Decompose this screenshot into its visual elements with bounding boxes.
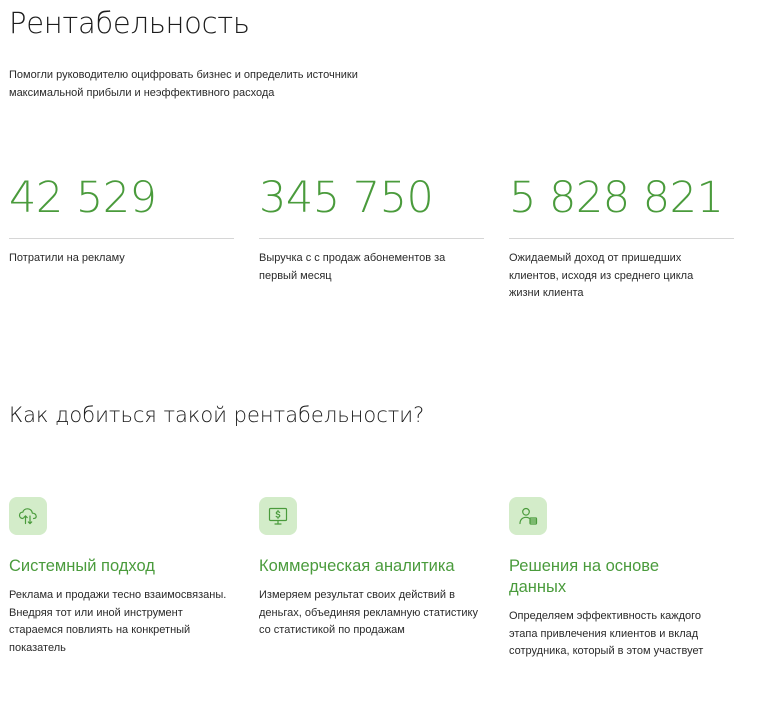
cloud-sync-icon: [9, 497, 47, 535]
feature-data-driven-decisions: [509, 497, 735, 661]
feature-systematic-approach: [9, 497, 235, 657]
section-title: Как добиться такой рентабельности?: [9, 403, 425, 427]
page-title: Рентабельность: [9, 6, 250, 40]
stat-caption: Выручка с с продаж абонементов за первый месяц: [259, 252, 446, 282]
stat-caption: Потратили на рекламу: [9, 252, 125, 264]
feature-title: Коммерческая аналитика: [259, 557, 455, 575]
feature-text: Реклама и продажи тесно взаимосвязаны. Внедряя тот или иной инструмент стараемся повлиять на конкретный показатель: [9, 589, 227, 654]
stat-value: 42 529: [9, 173, 157, 223]
monitor-dollar-icon: [259, 497, 297, 535]
feature-text: Определяем эффективность каждого этапа привлечения клиентов и вклад сотрудника, который в этом участвует: [509, 610, 704, 657]
stat-divider: [509, 238, 734, 239]
stat-divider: [259, 238, 484, 239]
intro-text: Помогли руководителю оцифровать бизнес и определить источники максимальной прибыли и неэффективного расхода: [9, 69, 358, 99]
stat-value: 5 828 821: [509, 173, 724, 223]
stat-ad-spend: [9, 170, 235, 268]
stat-value: 345 750: [259, 173, 434, 223]
user-data-icon: [509, 497, 547, 535]
feature-commercial-analytics: [259, 497, 485, 640]
feature-text: Измеряем результат своих действий в деньгах, объединяя рекламную статистику со статистикой по продажам: [259, 589, 478, 636]
stat-divider: [9, 238, 234, 239]
stat-revenue: [259, 170, 485, 285]
stat-caption: Ожидаемый доход от пришедших клиентов, исходя из среднего цикла жизни клиента: [509, 252, 694, 299]
feature-title: Системный подход: [9, 557, 155, 575]
feature-title: Решения на основе данных: [509, 557, 660, 596]
stat-expected-income: [509, 170, 735, 303]
